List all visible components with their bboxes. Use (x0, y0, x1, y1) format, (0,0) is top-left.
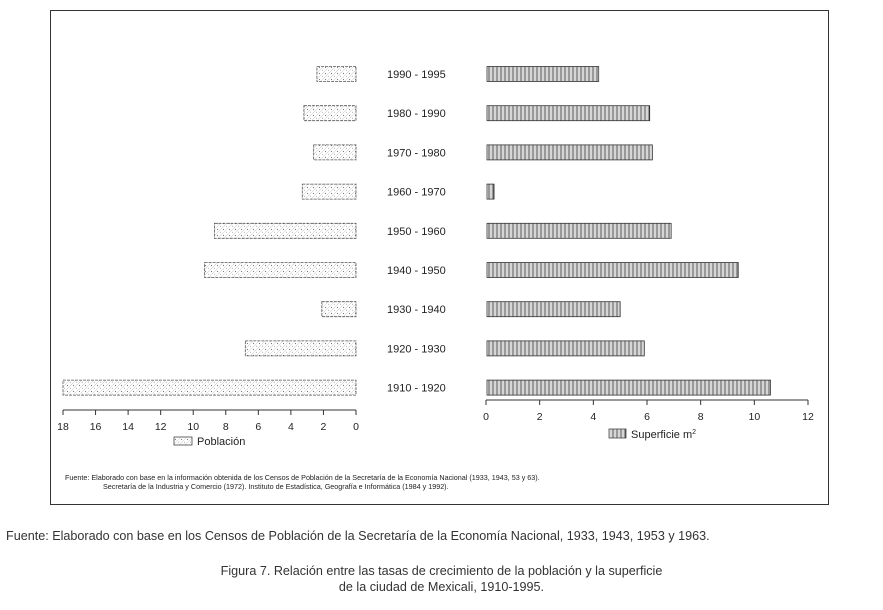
poblacion-tick-label: 10 (187, 421, 200, 433)
poblacion-bar (214, 223, 356, 238)
poblacion-bar (317, 67, 356, 82)
superficie-tick-label: 10 (748, 411, 761, 423)
superficie-bar (487, 145, 652, 160)
superficie-tick-label: 6 (644, 411, 650, 423)
poblacion-bar (322, 302, 356, 317)
superficie-legend-swatch (609, 429, 626, 438)
superficie-bar (487, 302, 620, 317)
superficie-legend (609, 429, 696, 441)
superficie-bar (487, 263, 738, 278)
poblacion-tick-label: 12 (154, 421, 167, 433)
poblacion-bar (245, 341, 356, 356)
poblacion-bar (302, 184, 356, 199)
poblacion-tick-label: 8 (222, 421, 229, 433)
poblacion-tick-label: 2 (320, 421, 327, 433)
superficie-tick-label: 8 (697, 411, 704, 423)
superficie-bar (487, 184, 494, 199)
superficie-tick-label: 2 (536, 411, 543, 423)
category-label: 1980 - 1990 (387, 108, 446, 121)
poblacion-bar (205, 263, 356, 278)
poblacion-bars (63, 67, 356, 396)
superficie-bar (487, 67, 599, 82)
poblacion-bar (314, 145, 356, 160)
category-label: 1940 - 1950 (387, 265, 446, 277)
poblacion-bar (63, 380, 356, 395)
poblacion-tick-label: 4 (287, 421, 294, 433)
poblacion-legend-swatch (174, 437, 192, 445)
category-label: 1990 - 1995 (387, 69, 446, 81)
superficie-bar (487, 106, 650, 121)
category-label: 1910 - 1920 (387, 382, 446, 395)
superficie-legend-label (631, 429, 696, 441)
superficie-legend-superscript: 2 (692, 429, 697, 436)
category-labels (387, 69, 446, 395)
superficie-axis (483, 400, 814, 423)
category-label: 1920 - 1930 (387, 343, 446, 356)
poblacion-axis (57, 410, 359, 433)
superficie-bar (487, 341, 644, 356)
source-text: Fuente: Elaborado con base en los Censos de Población de la Secretaría de la Economía Nacional, 1933, 1943, 1953 y 1963. (6, 529, 710, 543)
category-label: 1930 - 1940 (387, 304, 446, 317)
superficie-tick-label: 12 (802, 411, 814, 423)
poblacion-legend-label: Población (197, 436, 246, 448)
caption-line-2: de la ciudad de Mexicali, 1910-1995. (338, 580, 545, 594)
footnote-line-2: Secretaría de la Industria y Comercio (1972). Instituto de Estadística, Geografía e Informática (1984 y 1992). (103, 482, 449, 491)
superficie-tick-label: 0 (483, 411, 489, 423)
superficie-bar (487, 223, 671, 238)
category-label: 1950 - 1960 (387, 225, 446, 238)
poblacion-tick-label: 18 (57, 421, 69, 433)
poblacion-tick-label: 14 (122, 421, 134, 433)
poblacion-tick-label: 0 (353, 421, 359, 433)
poblacion-bar (304, 106, 356, 121)
superficie-tick-label: 4 (590, 411, 597, 423)
superficie-legend-name: Superficie m (631, 429, 693, 441)
poblacion-tick-label: 6 (255, 421, 262, 433)
footnote-line-1: Fuente: Elaborado con base en la información obtenida de los Censos de Población de la Secretaría de la Economía Nacional (1933, 1943, 53 y 63). (65, 473, 540, 482)
poblacion-tick-label: 16 (89, 421, 102, 433)
caption-line-1: Figura 7. Relación entre las tasas de crecimiento de la población y la superficie (220, 564, 663, 578)
superficie-bar (487, 380, 770, 395)
poblacion-legend (174, 436, 245, 448)
superficie-bars (487, 67, 770, 396)
category-label: 1960 - 1970 (387, 186, 446, 199)
figure-caption (0, 563, 883, 595)
category-label: 1970 - 1980 (387, 147, 446, 160)
